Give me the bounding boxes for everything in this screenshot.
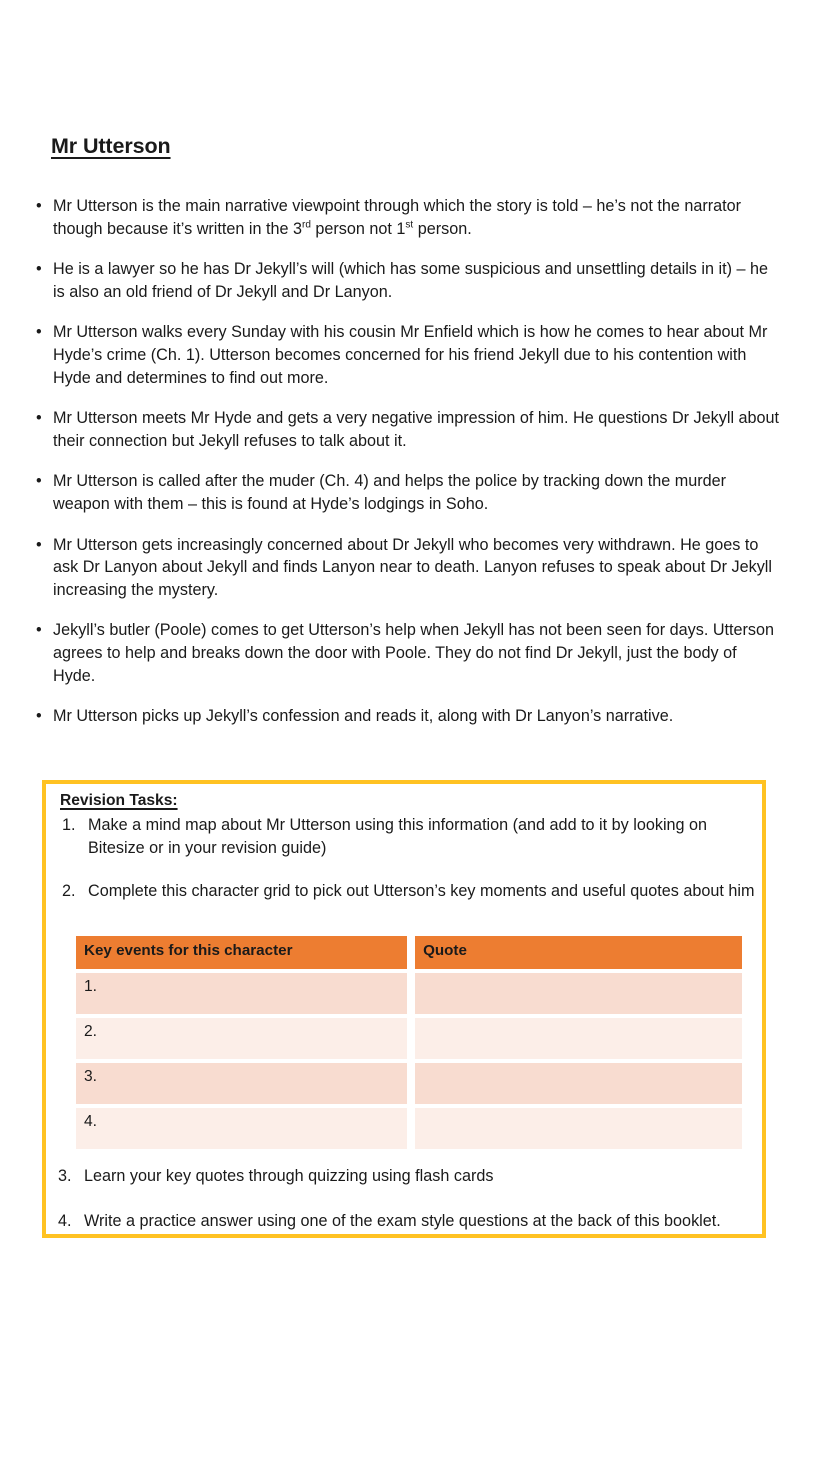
cell-quote[interactable] (415, 1108, 742, 1149)
table-header-row (76, 936, 742, 969)
cell-key-event[interactable]: 1. (76, 973, 407, 1014)
list-item (36, 534, 781, 602)
column-header-key-events: Key events for this character (76, 936, 407, 969)
character-notes-list (36, 195, 781, 728)
list-item (36, 619, 781, 687)
list-item-text: Mr Utterson is called after the muder (Ch. 4) and helps the police by tracking down the murder weapon with them – this is found at Hyde’s lodgings in Soho. (53, 472, 726, 513)
list-item (36, 321, 781, 389)
cell-quote[interactable] (415, 1018, 742, 1059)
revision-task-1 (62, 814, 762, 859)
list-item-text: Jekyll’s butler (Poole) comes to get Utterson’s help when Jekyll has not been seen for days. Utterson agrees to help and breaks down the door with Poole. They do not find Dr Jekyll, just the body of Hyde. (53, 621, 775, 685)
text-segment: person not 1 (310, 219, 406, 238)
list-item-text: Mr Utterson meets Mr Hyde and gets a very negative impression of him. He questions Dr Jekyll about their connection but Jekyll refuses to talk about it. (53, 409, 780, 450)
list-item-text: He is a lawyer so he has Dr Jekyll’s will (which has some suspicious and unsettling details in it) – he is also an old friend of Dr Jekyll and Dr Lanyon. (53, 260, 768, 301)
task-number: 3. (58, 1167, 72, 1185)
task-text: Learn your key quotes through quizzing using flash cards (84, 1167, 494, 1185)
revision-tasks-heading: Revision Tasks: (60, 792, 178, 809)
revision-task-2 (62, 880, 762, 903)
table-row[interactable] (76, 973, 742, 1014)
character-grid-table (76, 936, 742, 1149)
ordinal-suffix: rd (301, 219, 311, 231)
bullet-marker-icon: • (36, 621, 42, 640)
task-number: 1. (62, 816, 76, 834)
task-text: Write a practice answer using one of the exam style questions at the back of this booklet. (84, 1212, 721, 1230)
bullet-marker-icon: • (36, 260, 42, 279)
cell-quote[interactable] (415, 973, 742, 1014)
list-item (36, 407, 781, 452)
column-gap (407, 936, 415, 969)
revision-task-4 (58, 1210, 762, 1233)
task-number: 2. (62, 882, 76, 900)
column-gap (407, 1018, 415, 1059)
cell-key-event[interactable]: 3. (76, 1063, 407, 1104)
task-number: 4. (58, 1212, 72, 1230)
text-segment: Mr Utterson is the main narrative viewpoint through which the story is told – he’s not the narrator though because it’s written in the 3 (53, 197, 742, 238)
list-item-text: Mr Utterson gets increasingly concerned about Dr Jekyll who becomes very withdrawn. He goes to ask Dr Lanyon about Jekyll and finds Lanyon near to death. Lanyon refuses to speak about Dr Jekyll increasing the mystery. (53, 535, 772, 599)
table-row[interactable] (76, 1108, 742, 1149)
list-item (36, 258, 781, 303)
list-item-text (53, 195, 781, 240)
revision-task-3 (58, 1165, 758, 1188)
cell-quote[interactable] (415, 1063, 742, 1104)
bullet-marker-icon: • (36, 472, 42, 491)
list-item (36, 470, 781, 515)
column-gap (407, 973, 415, 1014)
list-item-text: Mr Utterson walks every Sunday with his cousin Mr Enfield which is how he comes to hear about Mr Hyde’s crime (Ch. 1). Utterson becomes concerned for his friend Jekyll due to his contention with Hyde and determines to find out more. (53, 323, 768, 387)
column-gap (407, 1063, 415, 1104)
task-text: Make a mind map about Mr Utterson using this information (and add to it by looking on Bitesize or in your revision guide) (88, 816, 708, 857)
column-gap (407, 1108, 415, 1149)
revision-tasks-box (42, 780, 766, 1238)
bullet-marker-icon: • (36, 323, 42, 342)
ordinal-suffix: st (405, 219, 414, 231)
task-text: Complete this character grid to pick out Utterson’s key moments and useful quotes about him (88, 882, 755, 900)
page-title: Mr Utterson (51, 134, 171, 158)
cell-key-event[interactable]: 2. (76, 1018, 407, 1059)
list-item (36, 705, 781, 728)
column-header-quote: Quote (415, 936, 742, 969)
bullet-marker-icon: • (36, 535, 42, 554)
table-row[interactable] (76, 1018, 742, 1059)
text-segment: person. (413, 219, 472, 238)
list-item (36, 195, 781, 240)
bullet-marker-icon: • (36, 707, 42, 726)
bullet-marker-icon: • (36, 197, 42, 215)
cell-key-event[interactable]: 4. (76, 1108, 407, 1149)
bullet-marker-icon: • (36, 409, 42, 428)
table-row[interactable] (76, 1063, 742, 1104)
list-item-text: Mr Utterson picks up Jekyll’s confession and reads it, along with Dr Lanyon’s narrative. (53, 707, 674, 726)
